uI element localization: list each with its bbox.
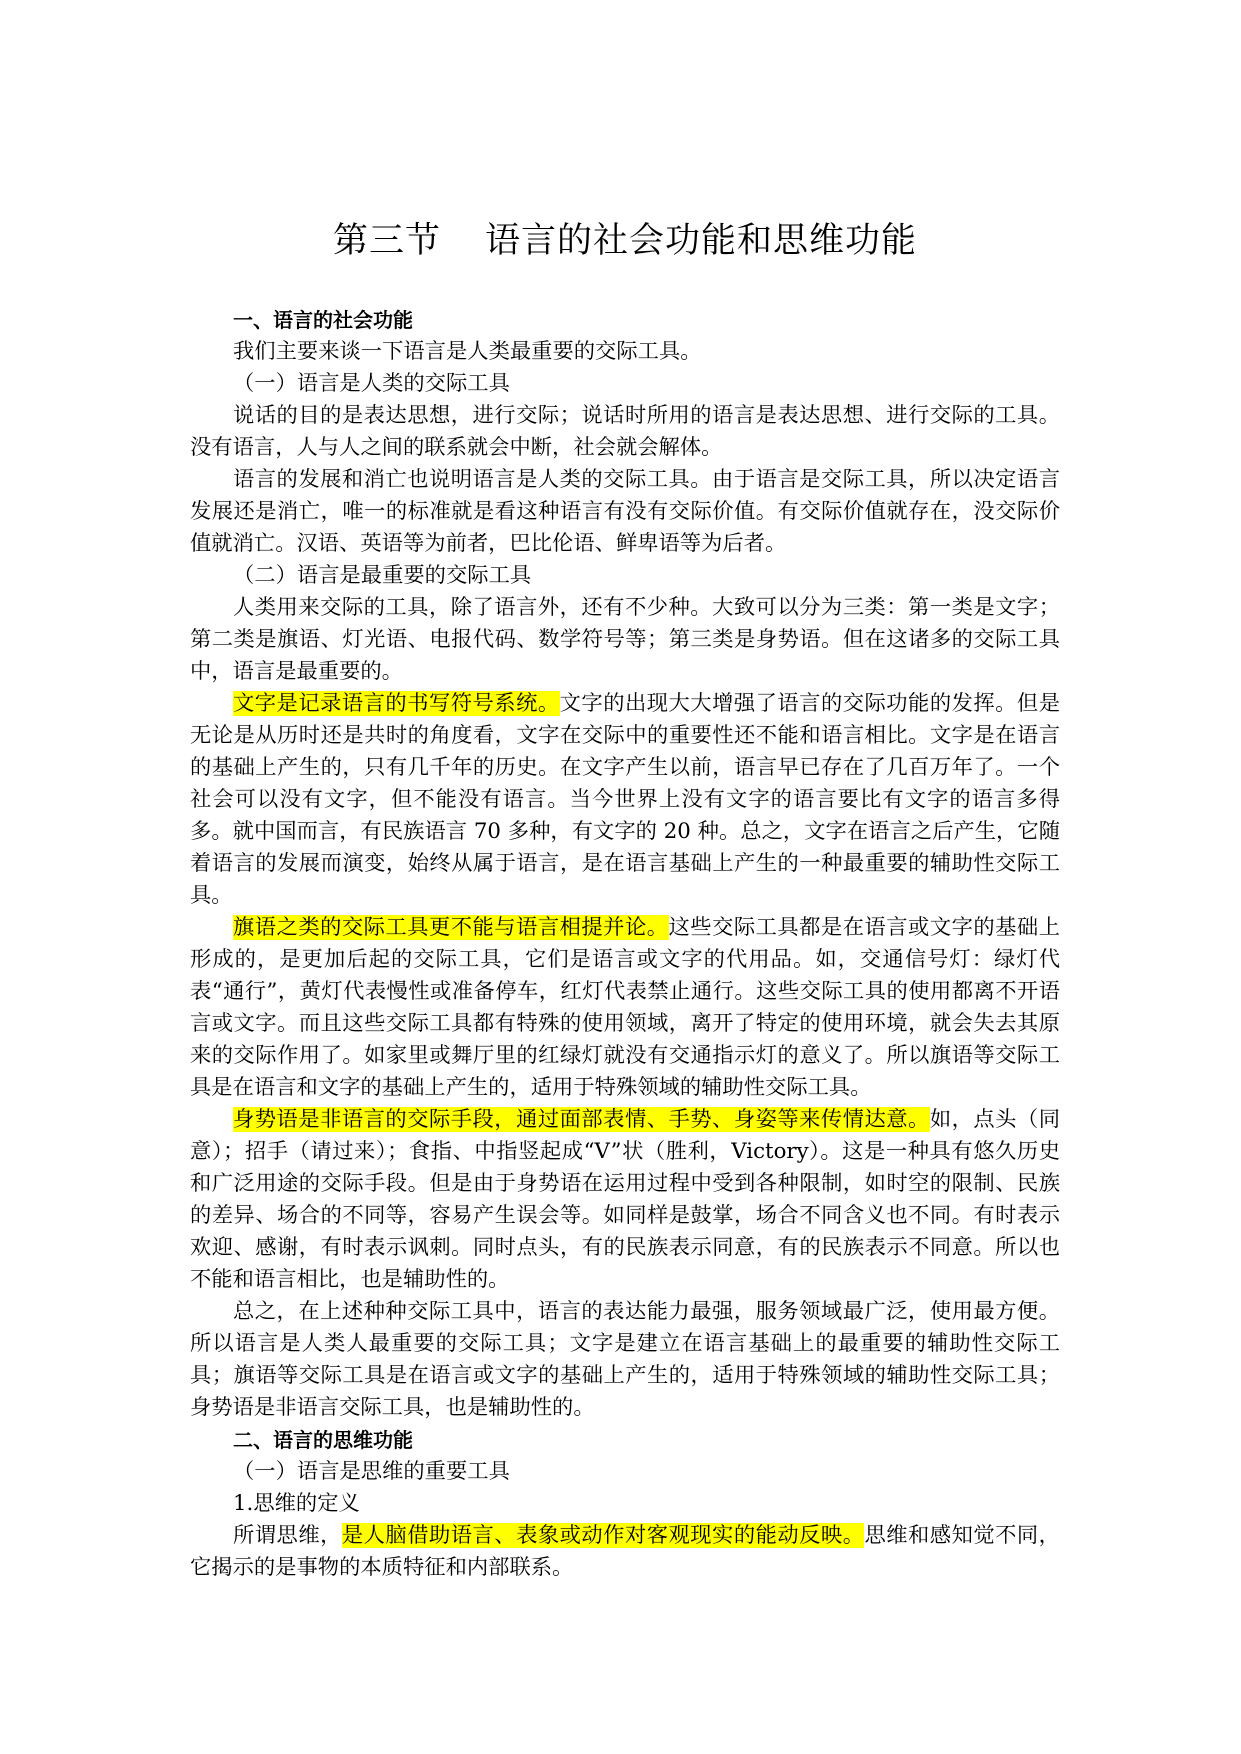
paragraph: 人类用来交际的工具，除了语言外，还有不少种。大致可以分为三类：第一类是文字；第二类是旗语、灯光语、电报代码、数学符号等；第三类是身势语。但在这诸多的交际工具中，语言是最重要的。 [190, 595, 1060, 684]
section-heading-social-function: 一、语言的社会功能 [233, 308, 413, 332]
paragraph: 语言的发展和消亡也说明语言是人类的交际工具。由于语言是交际工具，所以决定语言发展还是消亡，唯一的标准就是看这种语言有没有交际价值。有交际价值就存在，没交际价值就消亡。汉语、英语等为前者，巴比伦语、鲜卑语等为后者。 [190, 467, 1060, 556]
page-title [190, 216, 1060, 266]
document-body [190, 304, 1060, 1584]
paragraph [190, 912, 1060, 1104]
highlighted-text: 文字是记录语言的书写符号系统。 [233, 691, 560, 716]
paragraph: 总之，在上述种种交际工具中，语言的表达能力最强，服务领域最广泛，使用最方便。所以语言是人类人最重要的交际工具；文字是建立在语言基础上的最重要的辅助性交际工具；旗语等交际工具是在语言或文字的基础上产生的，适用于特殊领域的辅助性交际工具；身势语是非语言交际工具，也是辅助性的。 [190, 1299, 1060, 1420]
paragraph [190, 688, 1060, 912]
paragraph-text: 这些交际工具都是在语言或文字的基础上形成的，是更加后起的交际工具，它们是语言或文字的代用品。如，交通信号灯：绿灯代表“通行”，黄灯代表慢性或准备停车，红灯代表禁止通行。这些交际工具的使用都离不开语言或文字。而且这些交际工具都有特殊的使用领域，离开了特定的使用环境，就会失去其原来的交际作用了。如家里或舞厅里的红绿灯就没有交通指示灯的意义了。所以旗语等交际工具是在语言和文字的基础上产生的，适用于特殊领域的辅助性交际工具。 [190, 915, 1060, 1100]
paragraph-text: 所谓思维， [233, 1523, 342, 1548]
highlighted-text: 旗语之类的交际工具更不能与语言相提并论。 [233, 915, 669, 940]
paragraph [190, 1520, 1060, 1584]
paragraph-text: 文字的出现大大增强了语言的交际功能的发挥。但是无论是从历时还是共时的角度看，文字在交际中的重要性还不能和语言相比。文字是在语言的基础上产生的，只有几千年的历史。在文字产生以前，语言早已存在了几百万年了。一个社会可以没有文字，但不能没有语言。当今世界上没有文字的语言要比有文字的语言多得多。就中国而言，有民族语言 70 多种，有文字的 20 种。总之，文字在语言之后产生，它随着语言的发展而演变，始终从属于语言，是在语言基础上产生的一种最重要的辅助性交际工具。 [190, 691, 1060, 908]
paragraph: 说话的目的是表达思想，进行交际；说话时所用的语言是表达思想、进行交际的工具。没有语言，人与人之间的联系就会中断，社会就会解体。 [190, 403, 1060, 460]
subheading-definition: 1.思维的定义 [233, 1491, 360, 1516]
title-section-number: 第三节 [332, 221, 441, 261]
highlighted-text: 身势语是非语言的交际手段，通过面部表情、手势、身姿等来传情达意。 [233, 1107, 930, 1132]
subheading-most-important-tool: （二）语言是最重要的交际工具 [233, 563, 532, 588]
paragraph-intro: 我们主要来谈一下语言是人类最重要的交际工具。 [233, 339, 702, 364]
section-heading-thinking-function: 二、语言的思维功能 [233, 1428, 413, 1452]
paragraph-text: 如，点头（同意）；招手（请过来）；食指、中指竖起成“V”状（胜利，Victory）。这是一种具有悠久历史和广泛用途的交际手段。但是由于身势语在运用过程中受到各种限制，如时空的限制、民族的差异、场合的不同等，容易产生误会等。如同样是鼓掌，场合不同含义也不同。有时表示欢迎、感谢，有时表示讽刺。同时点头，有的民族表示同意，有的民族表示不同意。所以也不能和语言相比，也是辅助性的。 [190, 1107, 1060, 1292]
paragraph-text: 思维和感知觉不同，它揭示的是事物的本质特征和内部联系。 [190, 1523, 1060, 1580]
subheading-thinking-tool: （一）语言是思维的重要工具 [233, 1459, 510, 1484]
title-text: 语言的社会功能和思维功能 [485, 221, 918, 261]
highlighted-text: 是人脑借助语言、表象或动作对客观现实的能动反映。 [341, 1523, 865, 1548]
paragraph [190, 1104, 1060, 1296]
subheading-communication-tool: （一）语言是人类的交际工具 [233, 371, 510, 396]
